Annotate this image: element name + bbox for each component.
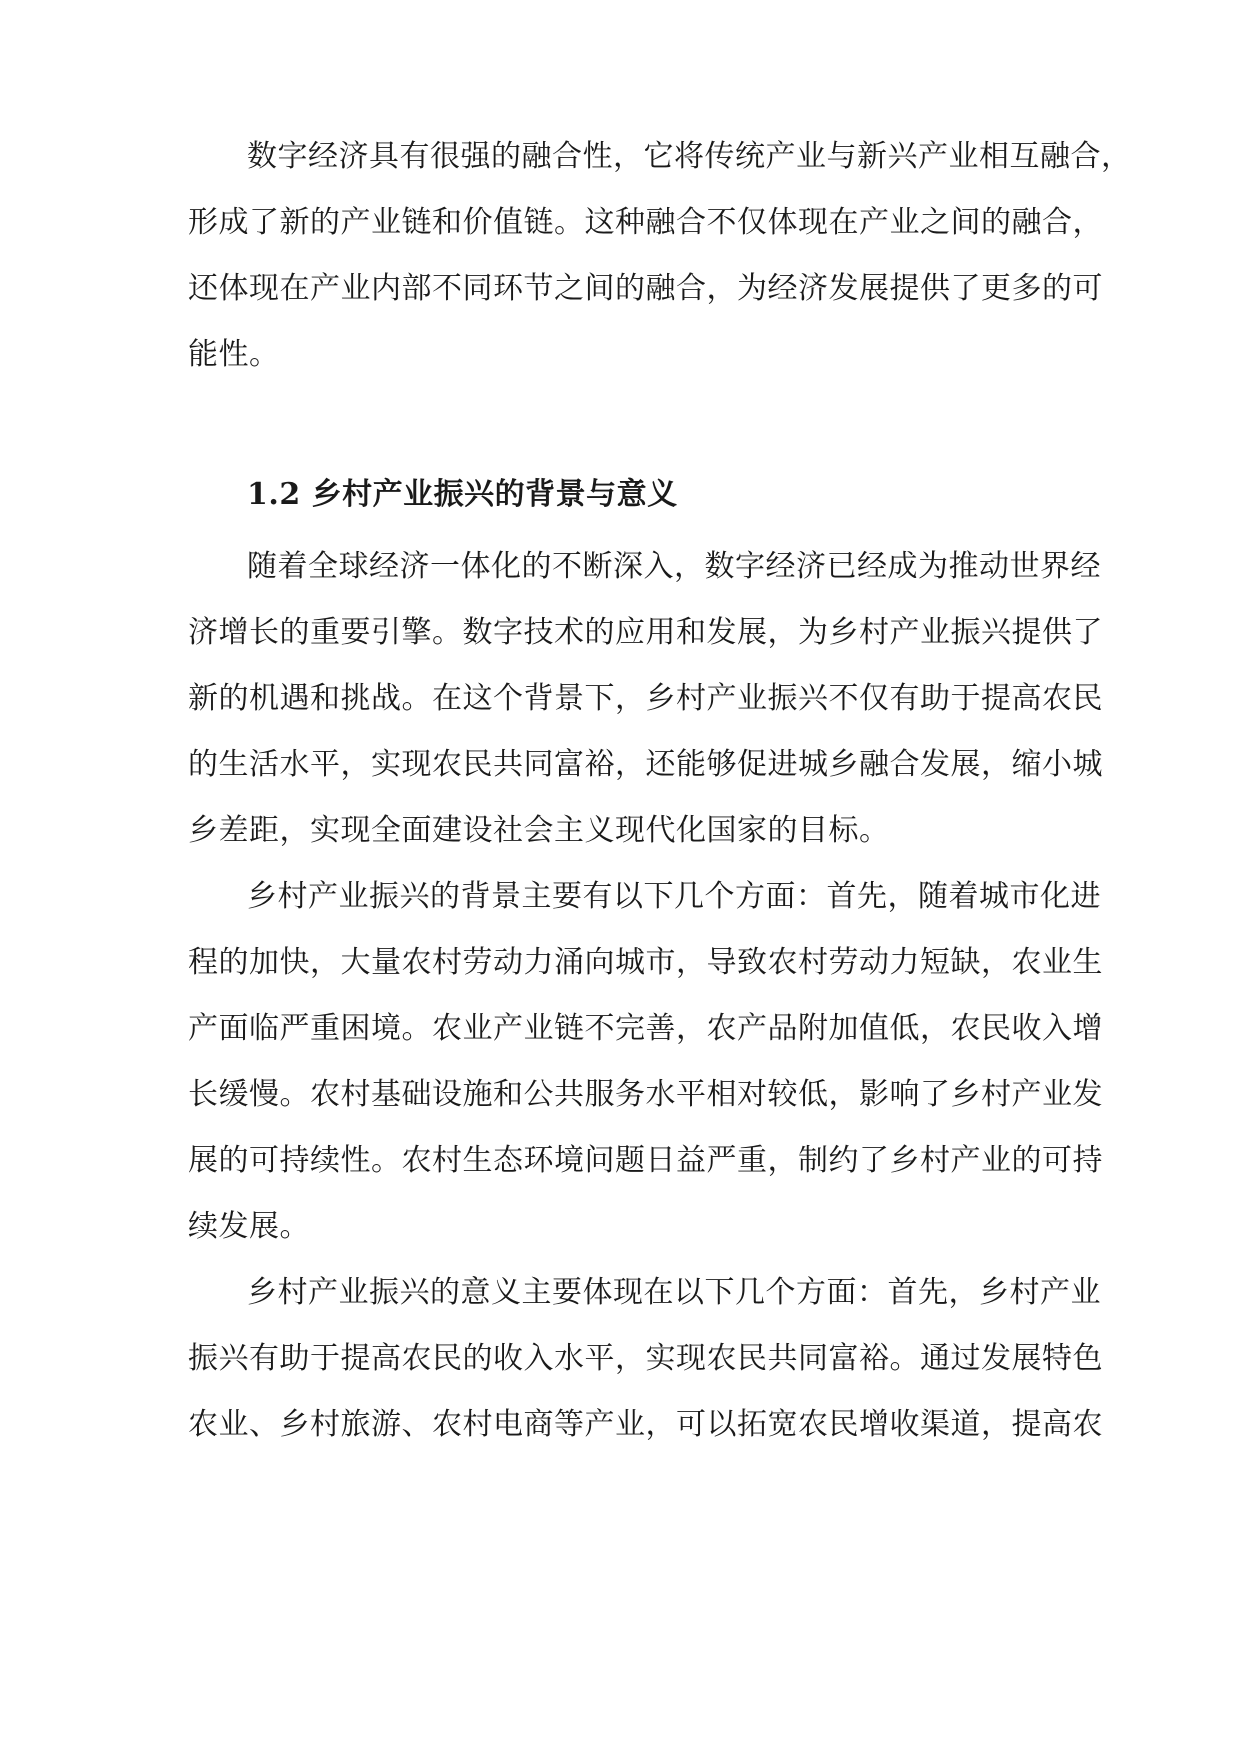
paragraph-1-line-1: 数字经济具有很强的融合性，它将传统产业与新兴产业相互融合， — [247, 139, 1132, 174]
paragraph-1-line-3: 还体现在产业内部不同环节之间的融合，为经济发展提供了更多的可 — [188, 271, 1103, 306]
paragraph-4-line-3: 农业、乡村旅游、农村电商等产业，可以拓宽农民增收渠道，提高农 — [188, 1407, 1103, 1442]
paragraph-1-line-4: 能性。 — [188, 337, 280, 372]
paragraph-4-line-2: 振兴有助于提高农民的收入水平，实现农民共同富裕。通过发展特色 — [188, 1341, 1103, 1376]
paragraph-2-line-2: 济增长的重要引擎。数字技术的应用和发展，为乡村产业振兴提供了 — [188, 615, 1103, 650]
paragraph-3-line-5: 展的可持续性。农村生态环境问题日益严重，制约了乡村产业的可持 — [188, 1143, 1103, 1178]
paragraph-1-line-2: 形成了新的产业链和价值链。这种融合不仅体现在产业之间的融合， — [188, 205, 1103, 240]
paragraph-3-line-2: 程的加快，大量农村劳动力涌向城市，导致农村劳动力短缺，农业生 — [188, 945, 1103, 980]
paragraph-3-line-6: 续发展。 — [188, 1209, 310, 1244]
paragraph-3-line-1: 乡村产业振兴的背景主要有以下几个方面：首先，随着城市化进 — [247, 879, 1101, 914]
paragraph-2-line-3: 新的机遇和挑战。在这个背景下，乡村产业振兴不仅有助于提高农民 — [188, 681, 1103, 716]
paragraph-2-line-5: 乡差距，实现全面建设社会主义现代化国家的目标。 — [188, 813, 890, 848]
paragraph-3-line-4: 长缓慢。农村基础设施和公共服务水平相对较低，影响了乡村产业发 — [188, 1077, 1103, 1112]
paragraph-3-line-3: 产面临严重困境。农业产业链不完善，农产品附加值低，农民收入增 — [188, 1011, 1103, 1046]
paragraph-2-line-1: 随着全球经济一体化的不断深入，数字经济已经成为推动世界经 — [247, 549, 1101, 584]
paragraph-4-line-1: 乡村产业振兴的意义主要体现在以下几个方面：首先，乡村产业 — [247, 1275, 1101, 1310]
section-heading: 1.2 乡村产业振兴的背景与意义 — [247, 477, 678, 512]
paragraph-2-line-4: 的生活水平，实现农民共同富裕，还能够促进城乡融合发展，缩小城 — [188, 747, 1103, 782]
